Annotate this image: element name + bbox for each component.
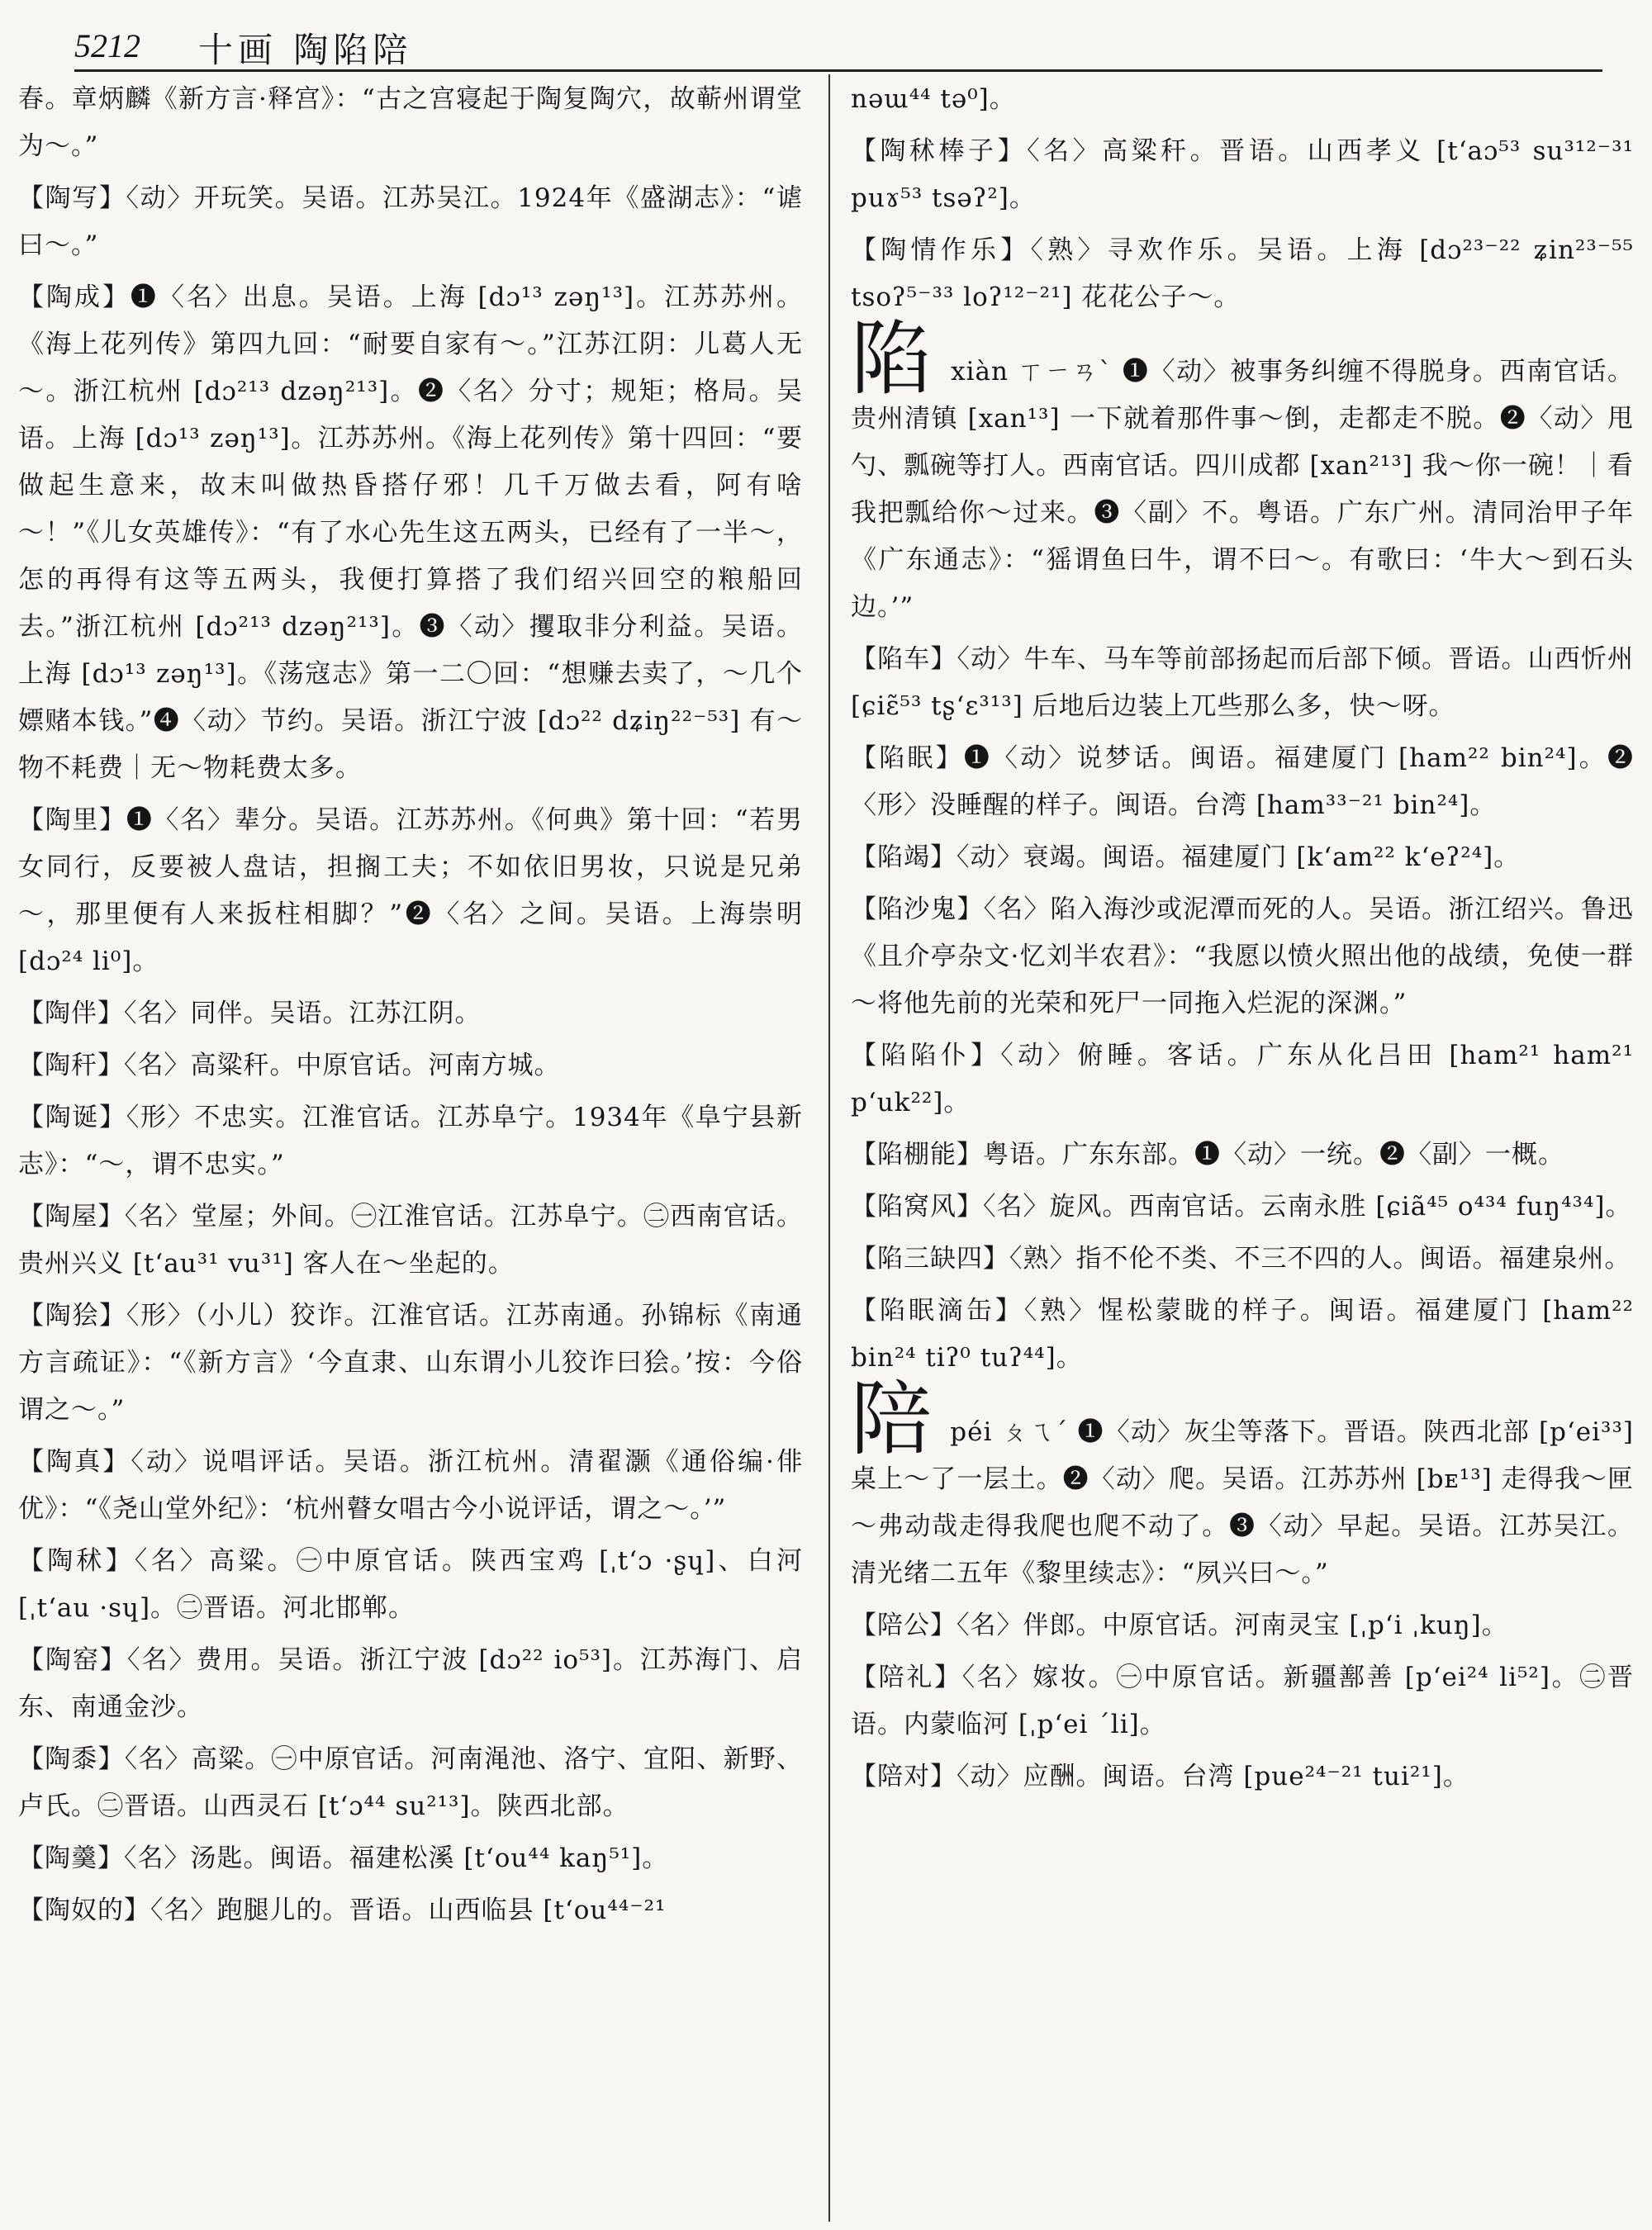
left-column	[18, 76, 803, 1939]
entry-tao-qing-zuo-le: 【陶情作乐】〈熟〉寻欢作乐。吴语。上海 [dɔ²³⁻²² ʑin²³⁻⁵⁵ tsoʔ⁵⁻³³ loʔ¹²⁻²¹] 花花公子～。	[851, 235, 1634, 312]
entry-pei-li: 【陪礼】〈名〉嫁妆。㊀中原官话。新疆鄯善 [pʻei²⁴ li⁵²]。㊁晋语。内蒙临河 [ˌpʻei ˊli]。	[851, 1663, 1634, 1739]
head-character-definition: xiàn ㄒㄧㄢˋ ❶〈动〉被事务纠缠不得脱身。西南官话。贵州清镇 [xan¹³] 一下就着那件事～倒，走都走不脱。❷〈动〉甩勺、瓢碗等打人。西南官话。四川成都 [xan²¹³] 我～你一碗！｜看我把瓢给你～过来。❸〈副〉不。粤语。广东广州。清同治甲子年《广东通志》：“猺谓鱼曰牛，谓不曰～。有歌曰：‘牛大～到石头边。’”	[851, 357, 1634, 622]
entry-xian-che: 【陷车】〈动〉牛车、马车等前部扬起而后部下倾。晋语。山西忻州 [ɕiɛ̃⁵³ tʂʻɛ³¹³] 后地后边装上兀些那么多，快～呀。	[851, 644, 1634, 721]
entry-continuation: 春。章炳麟《新方言·释宫》：“古之宫寝起于陶复陶穴，故蕲州谓堂为～。”	[18, 84, 803, 161]
entry-tao-shu-2: 【陶黍】〈名〉高粱。㊀中原官话。河南渑池、洛宁、宜阳、新野、卢氏。㊁晋语。山西灵石 [tʻɔ⁴⁴ su²¹³]。陕西北部。	[18, 1744, 803, 1821]
entry-tao-xie: 【陶写】〈动〉开玩笑。吴语。江苏吴江。1924年《盛湖志》：“谑曰～。”	[18, 183, 803, 260]
page-header	[74, 23, 1602, 73]
entry-xian-mian-di-fou: 【陷眠滴缶】〈熟〉惺松蒙眬的样子。闽语。福建厦门 [ham²² bin²⁴ tiʔ⁰ tuʔ⁴⁴]。	[851, 1296, 1634, 1373]
entry-tao-geng: 【陶羹】〈名〉汤匙。闽语。福建松溪 [tʻou⁴⁴ kaŋ⁵¹]。	[18, 1843, 669, 1873]
entry-tao-yao: 【陶窑】〈名〉费用。吴语。浙江宁波 [dɔ²² io⁵³]。江苏海门、启东、南通金沙。	[18, 1645, 803, 1722]
entry-continuation-right: nəɯ⁴⁴ tə⁰]。	[851, 84, 1016, 114]
entry-tao-shu: 【陶秫】〈名〉高粱。㊀中原官话。陕西宝鸡 [ˌtʻɔ ·ʂɥ]、白河 [ˌtʻau ·sɥ]。㊁晋语。河北邯郸。	[18, 1546, 803, 1623]
right-column	[851, 76, 1634, 1805]
entry-tao-nu-de: 【陶奴的】〈名〉跑腿儿的。晋语。山西临县 [tʻou⁴⁴⁻²¹	[18, 1896, 667, 1925]
entry-tao-gan: 【陶秆】〈名〉高粱秆。中原官话。河南方城。	[18, 1051, 561, 1080]
entry-tao-dan: 【陶诞】〈形〉不忠实。江淮官话。江苏阜宁。1934年《阜宁县新志》：“～，谓不忠实。”	[18, 1103, 803, 1179]
head-character-xian	[851, 312, 1634, 631]
entry-xian-xian-pu: 【陷陷仆】〈动〉俯睡。客话。广东从化吕田 [ham²¹ ham²¹ pʻuk²²]。	[851, 1041, 1634, 1117]
entry-xian-jie: 【陷竭】〈动〉衰竭。闽语。福建厦门 [kʻam²² kʻeʔ²⁴]。	[851, 842, 1521, 872]
entry-tao-shu-bang-zi: 【陶秫棒子】〈名〉高粱秆。晋语。山西孝义 [tʻaɔ⁵³ su³¹²⁻³¹ puɤ⁵³ tsəʔ²]。	[851, 136, 1634, 213]
entry-tao-li: 【陶里】❶〈名〉辈分。吴语。江苏苏州。《何典》第十回：“若男女同行，反要被人盘诘，担搁工夫；不如依旧男妆，只说是兄弟～，那里便有人来扳柱相脚？”❷〈名〉之间。吴语。上海崇明 [dɔ²⁴ li⁰]。	[18, 805, 803, 976]
head-character-definition: péi ㄆㄟˊ ❶〈动〉灰尘等落下。晋语。陕西北部 [pʻei³³] 桌上～了一层土。❷〈动〉爬。吴语。江苏苏州 [bᴇ¹³] 走得我～匣～弗动哉走得我爬也爬不动了。❸〈动〉早起。吴语。江苏吴江。清光绪二五年《黎里续志》：“夙兴曰～。”	[851, 1417, 1634, 1588]
entry-tao-kuai: 【陶狯】〈形〉（小儿）狡诈。江淮官话。江苏南通。孙锦标《南通方言疏证》：“《新方言》‘今直隶、山东谓小儿狡诈曰狯。’按：今俗谓之～。”	[18, 1301, 803, 1425]
head-character-pei	[851, 1373, 1634, 1597]
header-rule	[74, 69, 1602, 72]
entry-xian-san-que-si: 【陷三缺四】〈熟〉指不伦不类、不三不四的人。闽语。福建泉州。	[851, 1244, 1631, 1274]
page-title: 十画 陶陷陪	[198, 30, 413, 70]
entry-xian-peng-neng: 【陷棚能】粤语。广东东部。❶〈动〉一统。❷〈副〉一概。	[851, 1140, 1564, 1170]
entry-tao-zhen: 【陶真】〈动〉说唱评话。吴语。浙江杭州。清翟灏《通俗编·俳优》：“《尧山堂外纪》：‘杭州瞽女唱古今小说评话，谓之～。’”	[18, 1447, 803, 1524]
entry-tao-cheng: 【陶成】❶〈名〉出息。吴语。上海 [dɔ¹³ zəŋ¹³]。江苏苏州。《海上花列传》第四九回：“耐要自家有～。”江苏江阴：儿葛人无～。浙江杭州 [dɔ²¹³ dzəŋ²¹³]。❷〈名〉分寸；规矩；格局。吴语。上海 [dɔ¹³ zəŋ¹³]。江苏苏州。《海上花列传》第十四回：“要做起生意来，故末叫做热昏搭仔邪！几千万做去看，阿有啥～！”《儿女英雄传》：“有了水心先生这五两头，已经有了一半～，怎的再得有这等五两头，我便打算搭了我们绍兴回空的粮船回去。”浙江杭州 [dɔ²¹³ dzəŋ²¹³]。❸〈动〉攫取非分利益。吴语。上海 [dɔ¹³ zəŋ¹³]。《荡寇志》第一二〇回：“想赚去卖了，～几个嫖赌本钱。”❹〈动〉节约。吴语。浙江宁波 [dɔ²² dʑiŋ²²⁻⁵³] 有～物不耗费｜无～物耗费太多。	[18, 282, 803, 783]
entry-tao-ban: 【陶伴】〈名〉同伴。吴语。江苏江阴。	[18, 999, 482, 1028]
head-character-glyph: 陷	[851, 312, 933, 406]
entry-pei-dui: 【陪对】〈动〉应酬。闽语。台湾 [pue²⁴⁻²¹ tui²¹]。	[851, 1762, 1469, 1791]
entry-xian-mian: 【陷眠】❶〈动〉说梦话。闽语。福建厦门 [ham²² bin²⁴]。❷〈形〉没睡醒的样子。闽语。台湾 [ham³³⁻²¹ bin²⁴]。	[851, 743, 1634, 820]
entry-pei-gong: 【陪公】〈名〉伴郎。中原官话。河南灵宝 [ˌpʻi ˌkuŋ]。	[851, 1611, 1508, 1640]
head-character-glyph: 陪	[851, 1373, 933, 1467]
entry-xian-sha-gui: 【陷沙鬼】〈名〉陷入海沙或泥潭而死的人。吴语。浙江绍兴。鲁迅《且介亭杂文·忆刘半农君》：“我愿以愤火照出他的战绩，免使一群～将他先前的光荣和死尸一同拖入烂泥的深渊。”	[851, 894, 1634, 1018]
entry-tao-wu: 【陶屋】〈名〉堂屋；外间。㊀江淮官话。江苏阜宁。㊁西南官话。贵州兴义 [tʻau³¹ vu³¹] 客人在～坐起的。	[18, 1202, 803, 1279]
page-number: 5212	[74, 27, 140, 64]
column-divider	[828, 74, 830, 2222]
entry-xian-wo-feng: 【陷窝风】〈名〉旋风。西南官话。云南永胜 [ɕiã⁴⁵ o⁴³⁴ fuŋ⁴³⁴]。	[851, 1192, 1632, 1222]
